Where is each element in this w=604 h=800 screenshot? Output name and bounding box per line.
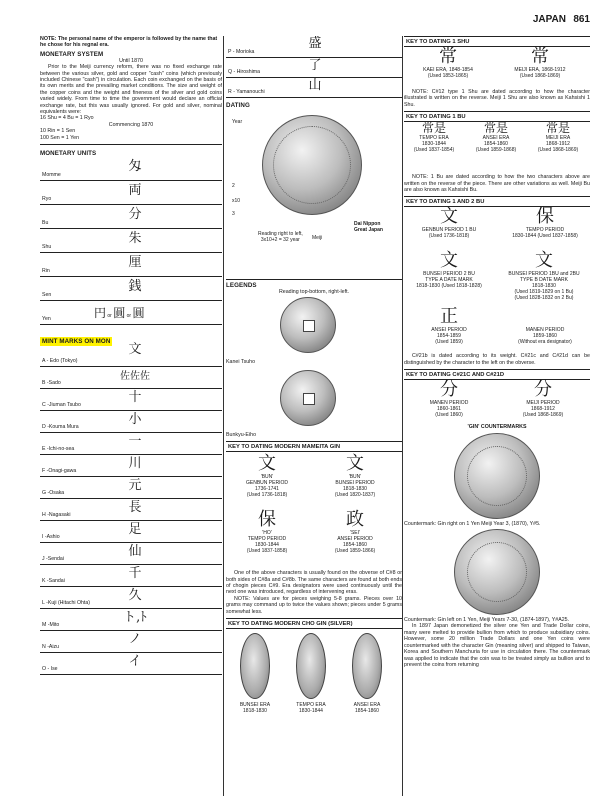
mint-row xyxy=(40,499,222,521)
mint-label: P - Morioka xyxy=(228,49,255,55)
mint-label: G -Osaka xyxy=(42,490,65,497)
mameita-item: 政 'SEI' ANSEI PERIOD 1854-1860 (Used 1859-1866) xyxy=(334,509,376,555)
mint-glyph: 十 xyxy=(128,390,142,406)
unit-glyph: 分 xyxy=(128,207,142,223)
column-divider xyxy=(223,36,224,796)
bu12-item: 文 BUNSEI PERIOD 2 BU TYPE A DATE MARK 1818-1830 (Used 1818-1828) xyxy=(416,250,482,290)
unit-label: Momme xyxy=(42,172,61,179)
unit-row-yen xyxy=(40,301,222,325)
mameita-item: 保 'HO' TEMPO PERIOD 1830-1844 (Used 1837-1858) xyxy=(246,509,288,555)
unit-row xyxy=(40,277,222,301)
c21-item: 分 MANEN PERIOD 1860-1861 (Used 1860) xyxy=(429,379,469,419)
mint-row xyxy=(40,565,222,587)
dating-illustration xyxy=(226,109,402,279)
mint-label: E -Ichi-no-sea xyxy=(42,446,75,453)
unit-row xyxy=(40,181,222,205)
legend-kanei: Kanei Tsuho xyxy=(226,359,256,366)
chogin-image xyxy=(352,633,382,699)
mint-row xyxy=(226,36,402,58)
bu12-item: MANEN PERIOD 1859-1860 (Without era designator) xyxy=(518,327,572,346)
gin-text: In 1897 Japan demonetized the silver one Yen and Trade Dollar coins, many were melted to provide bullion from which to produce subsidiary coins. However, some 20 million Trade Dollars and one Yen coins were countermarked with the character Gin (meaning silver) and shipped to Taiwan, Korea and Southern Manchuria for use in circulation there. The countermark was applied to indicate that the coin was to be treated simply as bullion and to prevent the coins from returning xyxy=(404,623,590,668)
legends-heading: LEGENDS xyxy=(226,282,257,289)
mint-glyph: 長 xyxy=(128,500,142,516)
unit-label: Bu xyxy=(42,220,49,227)
bu12-item: 文 GENBUN PERIOD 1 BU (Used 1736-1818) xyxy=(421,206,477,240)
monetary-intro: Prior to the Meiji currency reform, there was no fixed exchange rate between the various silver, gold and copper "cash" coins (which previously included Chinese "cash") in circulation. Each coin exchanged on the basis of its own merits and the prevailing market conditions. The size and weight of the copper coins and the weight and fineness of the silver and gold coins varied widely. From time to time the government would declare an official exchange rate, but this was usually ignored. For gold and silver, nominal equivalents were: xyxy=(40,64,222,116)
mint-label: L -Kuji (Hitachi Ohta) xyxy=(42,600,90,607)
mint-label: R - Yamanouchi xyxy=(228,89,265,95)
mint-label: C -Jiuman Tsubo xyxy=(42,402,81,409)
mint-row xyxy=(40,389,222,411)
mint-row xyxy=(40,587,222,609)
bu12-item: 正 ANSEI PERIOD 1854-1859 (Used 1859) xyxy=(431,306,467,346)
gin-caption-2: Countermark: Gin left on 1 Yen, Meiji Years 7-30, (1874-1897), Y#A25. xyxy=(404,617,570,624)
bunkyu-coin-image xyxy=(280,370,336,426)
chogin-image xyxy=(240,633,270,699)
unit-glyph: 両 xyxy=(128,183,142,199)
dating-heading: DATING xyxy=(226,102,250,109)
equivalent-3: 100 Sen = 1 Yen xyxy=(40,134,80,141)
yen-glyph-1: 円 xyxy=(94,306,107,321)
mint-label: J -Sendai xyxy=(42,556,64,563)
unit-row xyxy=(40,253,222,277)
unit-label: Yen xyxy=(42,316,51,323)
mint-marks-heading: MINT MARKS ON MON xyxy=(42,338,111,346)
mint-glyph: 小 xyxy=(128,412,142,428)
unit-label: Sen xyxy=(42,292,52,299)
page-title: JAPAN xyxy=(532,14,566,25)
mint-row xyxy=(40,521,222,543)
equivalent-2: 10 Rin = 1 Sen xyxy=(40,128,76,135)
mint-label: H -Nagasaki xyxy=(42,512,71,519)
bu12-item: 文 BUNSEI PERIOD 1BU and 2BU TYPE B DATE MARK 1818-1830 (Used 1819-1829 on 1 Bu) (Used 1828-1832 on 2 Bu) xyxy=(508,250,580,302)
bu12-note: C#21b is dated according to its weight. C#21c and C#21d can be distinguished by the character to the left on the obverse. xyxy=(404,353,590,366)
commencing-1870: Commencing 1870 xyxy=(108,121,154,128)
mint-row xyxy=(40,653,222,675)
page-number: 861 xyxy=(573,14,590,25)
mint-glyph: 千 xyxy=(128,566,142,582)
mameita-item: 文 'BUN' BUNSEI PERIOD 1818-1830 (Used 1820-1837) xyxy=(334,453,376,499)
mint-glyph: 一 xyxy=(128,434,142,450)
unit-glyph: 匁 xyxy=(128,159,142,175)
mint-row xyxy=(40,411,222,433)
shu1-item: 常 MEIJI ERA, 1868-1912 (Used 1868-1869) xyxy=(514,46,566,79)
mint-row xyxy=(40,609,222,631)
mint-glyph: ト,ﾄ xyxy=(123,610,147,626)
yen-glyph-3: 圓 xyxy=(132,306,145,321)
mint-glyph: 久 xyxy=(128,588,142,604)
bu12-item: 保 TEMPO PERIOD 1830-1844 (Used 1837-1858) xyxy=(512,206,578,240)
kanei-coin-image xyxy=(280,297,336,353)
mint-glyph: 佐佐佐 xyxy=(120,371,150,383)
gin-coin-image-2 xyxy=(454,529,540,615)
unit-glyph: 銭 xyxy=(128,279,142,295)
gin-heading: 'GIN' COUNTERMARKS xyxy=(467,424,527,431)
column-right xyxy=(404,36,590,796)
mint-label: I -Ashio xyxy=(42,534,60,541)
mint-glyph: 仙 xyxy=(128,544,142,560)
unit-row xyxy=(40,229,222,253)
chogin-item: ANSEI ERA 1854-1860 xyxy=(353,702,381,715)
mint-row xyxy=(40,367,222,389)
dating-year-label: Year xyxy=(232,119,243,125)
c21-heading: KEY TO DATING C#21C AND C#21D xyxy=(404,369,590,380)
emperor-note: NOTE: The personal name of the emperor is followed by the name that he chose for his regnal era. xyxy=(40,36,218,49)
mint-row xyxy=(226,58,402,78)
mint-row xyxy=(40,433,222,455)
unit-glyph: 厘 xyxy=(128,255,142,271)
or-text: or xyxy=(107,313,112,320)
unit-row xyxy=(40,157,222,181)
legend-bunkyu: Bunkyu-Eiho xyxy=(226,431,257,438)
yen-glyph-2: 圓 xyxy=(113,306,126,321)
mameita-item: 文 'BUN' GENBUN PERIOD 1736-1741 (Used 1736-1818) xyxy=(246,453,288,499)
shu1-note: NOTE: C#12 type 1 Shu are dated according to how the character illustrated is written on the reverse. Meiji 1 Shu are also known as Kahsishi 1 Shu. xyxy=(404,89,590,108)
bu1-item: 常是 TEMPO ERA 1830-1844 (Used 1837-1854) xyxy=(413,121,455,154)
mint-label: O - Ise xyxy=(42,666,58,673)
mint-glyph: 了 xyxy=(308,58,322,73)
unit-label: Shu xyxy=(42,244,52,251)
dating-coin-image xyxy=(262,115,362,215)
chogin-item: BUNSEI ERA 1818-1830 xyxy=(239,702,271,715)
mint-label: N -Aizu xyxy=(42,644,60,651)
until-1870: Until 1870 xyxy=(119,57,143,64)
mint-row xyxy=(40,477,222,499)
unit-label: Rin xyxy=(42,268,50,275)
chogin-grid xyxy=(226,629,402,717)
dating-number-2: 2 xyxy=(232,183,235,189)
mint-label: M -Mito xyxy=(42,622,60,629)
c21-item: 分 MEIJI PERIOD 1868-1912 (Used 1868-1869) xyxy=(522,379,564,419)
gin-caption-1: Countermark: Gin right on 1 Yen Meiji Year 3, (1870), Y#5. xyxy=(404,520,541,527)
mint-glyph: 文 xyxy=(128,342,142,358)
unit-label: Ryo xyxy=(42,196,52,203)
mameita-note: NOTE: Values are for pieces weighing 5-8 grams. Pieces over 10 grams may command up to twice the values shown; pieces under 5 grams somewhat less. xyxy=(226,595,402,615)
page-header xyxy=(0,0,604,36)
mint-glyph: 足 xyxy=(128,522,142,538)
chogin-image xyxy=(296,633,326,699)
bu1-item: 常是 ANSEI ERA 1854-1860 (Used 1859-1868) xyxy=(475,121,517,154)
chogin-item: TEMPO ERA 1830-1844 xyxy=(296,702,326,715)
mint-row xyxy=(40,543,222,565)
unit-row xyxy=(40,205,222,229)
or-text: or xyxy=(126,313,132,320)
column-middle xyxy=(226,36,402,796)
mint-label: K -Sandai xyxy=(42,578,65,585)
mint-label: B -Sado xyxy=(42,380,61,387)
shu1-item: 常 KAEI ERA, 1848-1854 (Used 1853-1865) xyxy=(423,46,473,79)
mint-glyph: 川 xyxy=(128,456,142,472)
dating-dai-nippon: Dai Nippon Great Japan xyxy=(354,221,383,233)
dating-reading: Reading right to left, 3x10+2 = 32 year xyxy=(258,231,303,243)
mint-glyph: 盛 xyxy=(308,36,322,51)
bu1-item: 常是 MEIJI ERA 1868-1912 (Used 1868-1869) xyxy=(537,121,579,154)
mint-label: A - Edo (Tokyo) xyxy=(42,358,78,365)
chogin-heading: KEY TO DATING MODERN CHO GIN (SILVER) xyxy=(226,618,402,629)
mint-label: D -Kouma Mura xyxy=(42,424,79,431)
mint-label: F -Onagi-gawa xyxy=(42,468,77,475)
bu1-heading: KEY TO DATING 1 BU xyxy=(404,111,590,122)
bu12-heading: KEY TO DATING 1 AND 2 BU xyxy=(404,196,590,207)
equivalent-1: 16 Shu = 4 Bu = 1 Ryo xyxy=(40,115,94,122)
mint-row xyxy=(40,455,222,477)
mameita-grid xyxy=(226,452,402,570)
legends-reading: Reading top-bottom, right-left. xyxy=(278,289,350,295)
mint-glyph: 元 xyxy=(128,478,142,494)
column-divider xyxy=(402,36,403,796)
shu1-heading: KEY TO DATING 1 SHU xyxy=(404,36,590,47)
mameita-text: One of the above characters is usually found on the obverse of C#8 or both sides of C#8a and C#8b. The same characters are found at both ends of chogin pieces C#9. Era designators were used continuously until the next one was introduced, regardless of intervening eras. xyxy=(226,570,402,596)
mint-glyph: イ xyxy=(128,654,142,670)
mint-label: Q - Hiroshima xyxy=(228,69,260,75)
monetary-system-heading: MONETARY SYSTEM xyxy=(40,50,104,58)
monetary-units-heading: MONETARY UNITS xyxy=(40,150,97,158)
dating-x10: x10 xyxy=(232,198,241,204)
gin-coin-image-1 xyxy=(454,433,540,519)
unit-glyph: 朱 xyxy=(128,231,142,247)
column-left xyxy=(40,36,222,796)
dating-meiji: Meiji xyxy=(312,235,323,241)
mint-row xyxy=(226,78,402,98)
mint-row xyxy=(40,631,222,653)
mint-glyph: 山 xyxy=(308,78,322,93)
mameita-heading: KEY TO DATING MODERN MAMEITA GIN xyxy=(226,441,402,452)
dating-number-3: 3 xyxy=(232,211,235,217)
mint-glyph: ノ xyxy=(128,632,142,648)
bu1-note: NOTE: 1 Bu are dated according to how the two characters above are written on the reverse of the piece. There are other variations as well. Meiji Bu are also known as Kahsishi Bu. xyxy=(404,174,590,194)
